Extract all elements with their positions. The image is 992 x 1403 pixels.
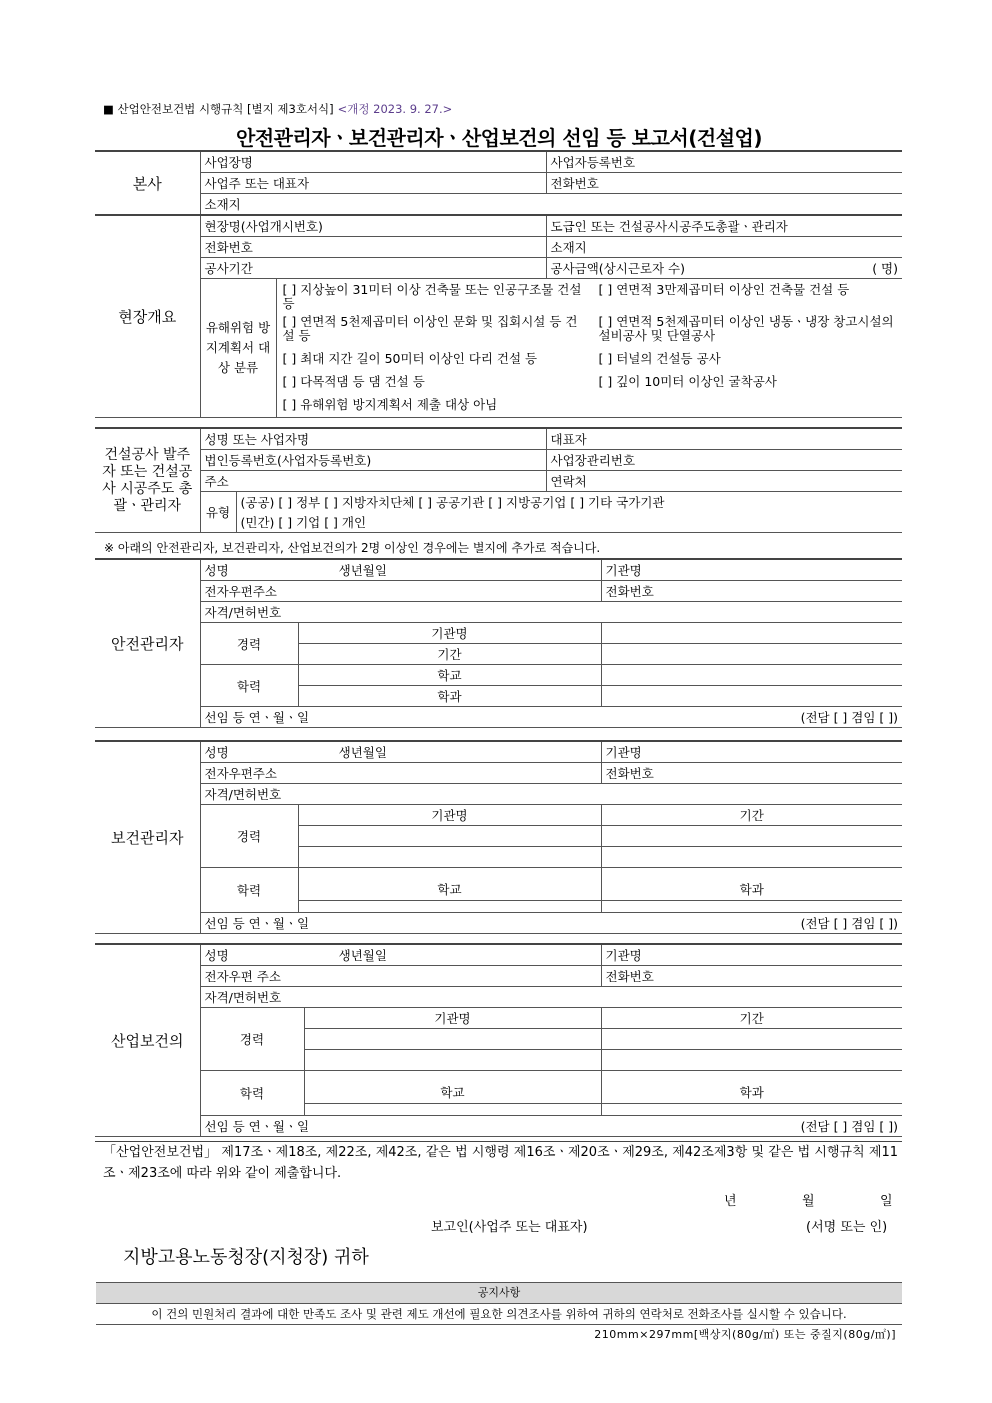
site-no-field[interactable]: 사업장관리번호 <box>546 450 902 471</box>
amount-label: 공사금액(상시근로자 수) <box>550 261 685 276</box>
doctor-phone-field[interactable]: 전화번호 <box>601 966 902 987</box>
hazard-option-30000m2[interactable]: [ ] 연면적 3만제곱미터 이상인 건축물 건설 등 <box>598 282 850 297</box>
safety-license-field[interactable]: 자격/면허번호 <box>200 602 902 623</box>
safety-career-label: 경력 <box>200 623 298 665</box>
site-name-field[interactable]: 현장명(사업개시번호) <box>200 215 546 237</box>
doctor-school-label: 학교 <box>305 1082 601 1104</box>
safety-appoint-field[interactable] <box>200 707 902 728</box>
safety-org-field[interactable]: 기관명 <box>601 559 902 581</box>
business-reg-no-field[interactable]: 사업자등록번호 <box>546 151 902 173</box>
doctor-major-cell[interactable] <box>601 1071 902 1116</box>
type-public-options[interactable]: (공공) [ ] 정부 [ ] 지방자치단체 [ ] 공공기관 [ ] 지방공기업 [ ] 기타 국가기관 <box>236 492 902 513</box>
doctor-license-field[interactable]: 자격/면허번호 <box>200 987 902 1008</box>
safety-career-org-input[interactable] <box>601 623 902 644</box>
date-year[interactable]: 년 <box>724 1194 737 1209</box>
doctor-birth-label: 생년월일 <box>338 948 387 963</box>
hazard-option-culture[interactable]: [ ] 연면적 5천제곱미터 이상인 문화 및 집회시설 등 건설 등 <box>282 314 578 343</box>
doctor-school-cell[interactable] <box>304 1071 601 1116</box>
health-appoint-type[interactable]: (전담 [ ] 겸임 [ ]) <box>800 916 898 931</box>
doctor-career-org-input-2[interactable] <box>304 1050 601 1071</box>
health-career-org-input[interactable] <box>298 826 601 847</box>
health-birth-label: 생년월일 <box>338 745 387 760</box>
form-header <box>103 101 452 117</box>
health-org-field[interactable]: 기관명 <box>601 741 902 763</box>
hazard-category-label: 유해위험 방지계획서 대상 분류 <box>200 279 276 418</box>
safety-school-label: 학교 <box>298 665 601 686</box>
date-month[interactable]: 월 <box>802 1194 815 1209</box>
doctor-appoint-label: 선임 등 연ㆍ월ㆍ일 <box>204 1119 310 1134</box>
health-career-org-input-2[interactable] <box>298 847 601 868</box>
revision-date: <개정 2023. 9. 27.> <box>337 102 453 116</box>
doctor-career-period-label: 기간 <box>601 1008 902 1029</box>
hazard-option-bridge[interactable]: [ ] 최대 지간 길이 50미터 이상인 다리 건설 등 <box>282 351 538 366</box>
safety-career-period-input[interactable] <box>601 644 902 665</box>
health-appoint-field[interactable] <box>200 913 902 934</box>
safety-appoint-type[interactable]: (전담 [ ] 겸임 [ ]) <box>800 710 898 725</box>
safety-birth-label: 생년월일 <box>338 563 387 578</box>
client-rep-field[interactable]: 대표자 <box>546 428 902 450</box>
doctor-appoint-type[interactable]: (전담 [ ] 겸임 [ ]) <box>800 1119 898 1134</box>
health-email-field[interactable]: 전자우편주소 <box>200 763 601 784</box>
form-title: 안전관리자ㆍ보건관리자ㆍ산업보건의 선임 등 보고서(건설업) <box>236 126 762 150</box>
site-location-field[interactable]: 소재지 <box>546 237 902 258</box>
hazard-option-tunnel[interactable]: [ ] 터널의 건설등 공사 <box>598 351 721 366</box>
health-manager-label: 보건관리자 <box>95 741 200 934</box>
safety-manager-table <box>95 558 902 728</box>
site-phone-field[interactable]: 전화번호 <box>200 237 546 258</box>
doctor-label: 산업보건의 <box>95 944 200 1137</box>
safety-career-period-label: 기간 <box>298 644 601 665</box>
hazard-option-31m[interactable]: [ ] 지상높이 31미터 이상 건축물 또는 인공구조물 건설 등 <box>282 282 582 311</box>
type-label: 유형 <box>200 492 236 533</box>
doctor-email-field[interactable]: 전자우편 주소 <box>200 966 601 987</box>
safety-name-label: 성명 <box>204 563 229 578</box>
health-appoint-label: 선임 등 연ㆍ월ㆍ일 <box>204 916 310 931</box>
corp-no-field[interactable]: 법인등록번호(사업자등록번호) <box>200 450 546 471</box>
addressee: 지방고용노동청장(지청장) 귀하 <box>123 1247 369 1268</box>
client-label: 건설공사 발주자 또는 건설공사 시공주도 총괄ㆍ관리자 <box>95 428 200 533</box>
doctor-career-org-label: 기관명 <box>304 1008 601 1029</box>
safety-email-field[interactable]: 전자우편주소 <box>200 581 601 602</box>
doctor-career-label: 경력 <box>200 1008 304 1071</box>
reporter-label: 보고인(사업주 또는 대표자) <box>431 1220 588 1235</box>
hazard-option-none[interactable]: [ ] 유해위험 방지계획서 제출 대상 아님 <box>282 397 498 412</box>
hq-phone-field[interactable]: 전화번호 <box>546 173 902 194</box>
paper-spec: 210mm×297mm[백상지(80g/㎡) 또는 중질지(80g/㎡)] <box>594 1328 896 1341</box>
health-career-period-input-2[interactable] <box>601 847 902 868</box>
health-major-cell[interactable] <box>601 868 902 913</box>
health-license-field[interactable]: 자격/면허번호 <box>200 784 902 805</box>
doctor-career-period-input[interactable] <box>601 1029 902 1050</box>
contractor-field[interactable]: 도급인 또는 건설공사시공주도총괄ㆍ관리자 <box>546 215 902 237</box>
health-career-period-input[interactable] <box>601 826 902 847</box>
period-field[interactable]: 공사기간 <box>200 258 546 279</box>
health-major-label: 학과 <box>602 879 903 901</box>
amount-unit: ( 명) <box>872 261 898 276</box>
client-table <box>95 427 902 533</box>
notice-title: 공지사항 <box>96 1282 902 1304</box>
hq-site-table <box>95 150 902 418</box>
doctor-edu-label: 학력 <box>200 1071 304 1116</box>
hazard-options <box>276 279 902 418</box>
health-manager-table <box>95 740 902 934</box>
notice-text: 이 건의 민원처리 결과에 대한 만족도 조사 및 관련 제도 개선에 필요한 의견조사를 위하여 귀하의 연락처로 전화조사를 실시할 수 있습니다. <box>96 1304 902 1325</box>
health-school-label: 학교 <box>299 879 601 901</box>
hq-label: 본사 <box>95 151 200 215</box>
safety-appoint-label: 선임 등 연ㆍ월ㆍ일 <box>204 710 310 725</box>
safety-phone-field[interactable]: 전화번호 <box>601 581 902 602</box>
hazard-option-dam[interactable]: [ ] 다목적댐 등 댐 건설 등 <box>282 374 425 389</box>
safety-major-input[interactable] <box>601 686 902 707</box>
multi-person-note: ※ 아래의 안전관리자, 보건관리자, 산업보건의가 2명 이상인 경우에는 별지에 추가로 적습니다. <box>104 541 601 555</box>
client-contact-field[interactable]: 연락처 <box>546 471 902 492</box>
doctor-appoint-field[interactable] <box>200 1116 902 1137</box>
health-edu-label: 학력 <box>200 868 298 913</box>
client-address-field[interactable]: 주소 <box>200 471 546 492</box>
doctor-career-org-input[interactable] <box>304 1029 601 1050</box>
health-name-label: 성명 <box>204 745 229 760</box>
amount-field[interactable] <box>546 258 902 279</box>
safety-career-org-label: 기관명 <box>298 623 601 644</box>
safety-manager-label: 안전관리자 <box>95 559 200 728</box>
doctor-major-label: 학과 <box>602 1082 903 1104</box>
health-career-period-label: 기간 <box>601 805 902 826</box>
health-career-label: 경력 <box>200 805 298 868</box>
business-name-field[interactable]: 사업장명 <box>200 151 546 173</box>
hq-address-field[interactable]: 소재지 <box>200 194 902 216</box>
safety-school-input[interactable] <box>601 665 902 686</box>
owner-field[interactable]: 사업주 또는 대표자 <box>200 173 546 194</box>
health-phone-field[interactable]: 전화번호 <box>601 763 902 784</box>
client-name-field[interactable]: 성명 또는 사업자명 <box>200 428 546 450</box>
safety-major-label: 학과 <box>298 686 601 707</box>
hazard-option-excavation[interactable]: [ ] 깊이 10미터 이상인 굴착공사 <box>598 374 777 389</box>
doctor-career-period-input-2[interactable] <box>601 1050 902 1071</box>
declaration-text: 「산업안전보건법」 제17조ㆍ제18조, 제22조, 제42조, 같은 법 시행령 제16조ㆍ제20조ㆍ제29조, 제42조제3항 및 같은 법 시행규칙 제11조ㆍ제23조에 따라 위와 같이 제출합니다. <box>103 1145 898 1181</box>
safety-edu-label: 학력 <box>200 665 298 707</box>
health-school-cell[interactable] <box>298 868 601 913</box>
signature-field[interactable]: (서명 또는 인) <box>806 1220 888 1235</box>
doctor-name-label: 성명 <box>204 948 229 963</box>
date-day[interactable]: 일 <box>880 1194 893 1209</box>
type-private-options[interactable]: (민간) [ ] 기업 [ ] 개인 <box>236 512 902 533</box>
doctor-name-field[interactable] <box>200 944 601 966</box>
safety-name-field[interactable] <box>200 559 601 581</box>
site-label: 현장개요 <box>95 215 200 418</box>
law-reference: ■ 산업안전보건법 시행규칙 [별지 제3호서식] <box>103 102 334 116</box>
hazard-option-cold-storage[interactable]: [ ] 연면적 5천제곱미터 이상인 냉동ㆍ냉장 창고시설의 설비공사 및 단열공사 <box>598 314 894 343</box>
doctor-org-field[interactable]: 기관명 <box>601 944 902 966</box>
health-name-field[interactable] <box>200 741 601 763</box>
health-career-org-label: 기관명 <box>298 805 601 826</box>
doctor-table <box>95 943 902 1137</box>
